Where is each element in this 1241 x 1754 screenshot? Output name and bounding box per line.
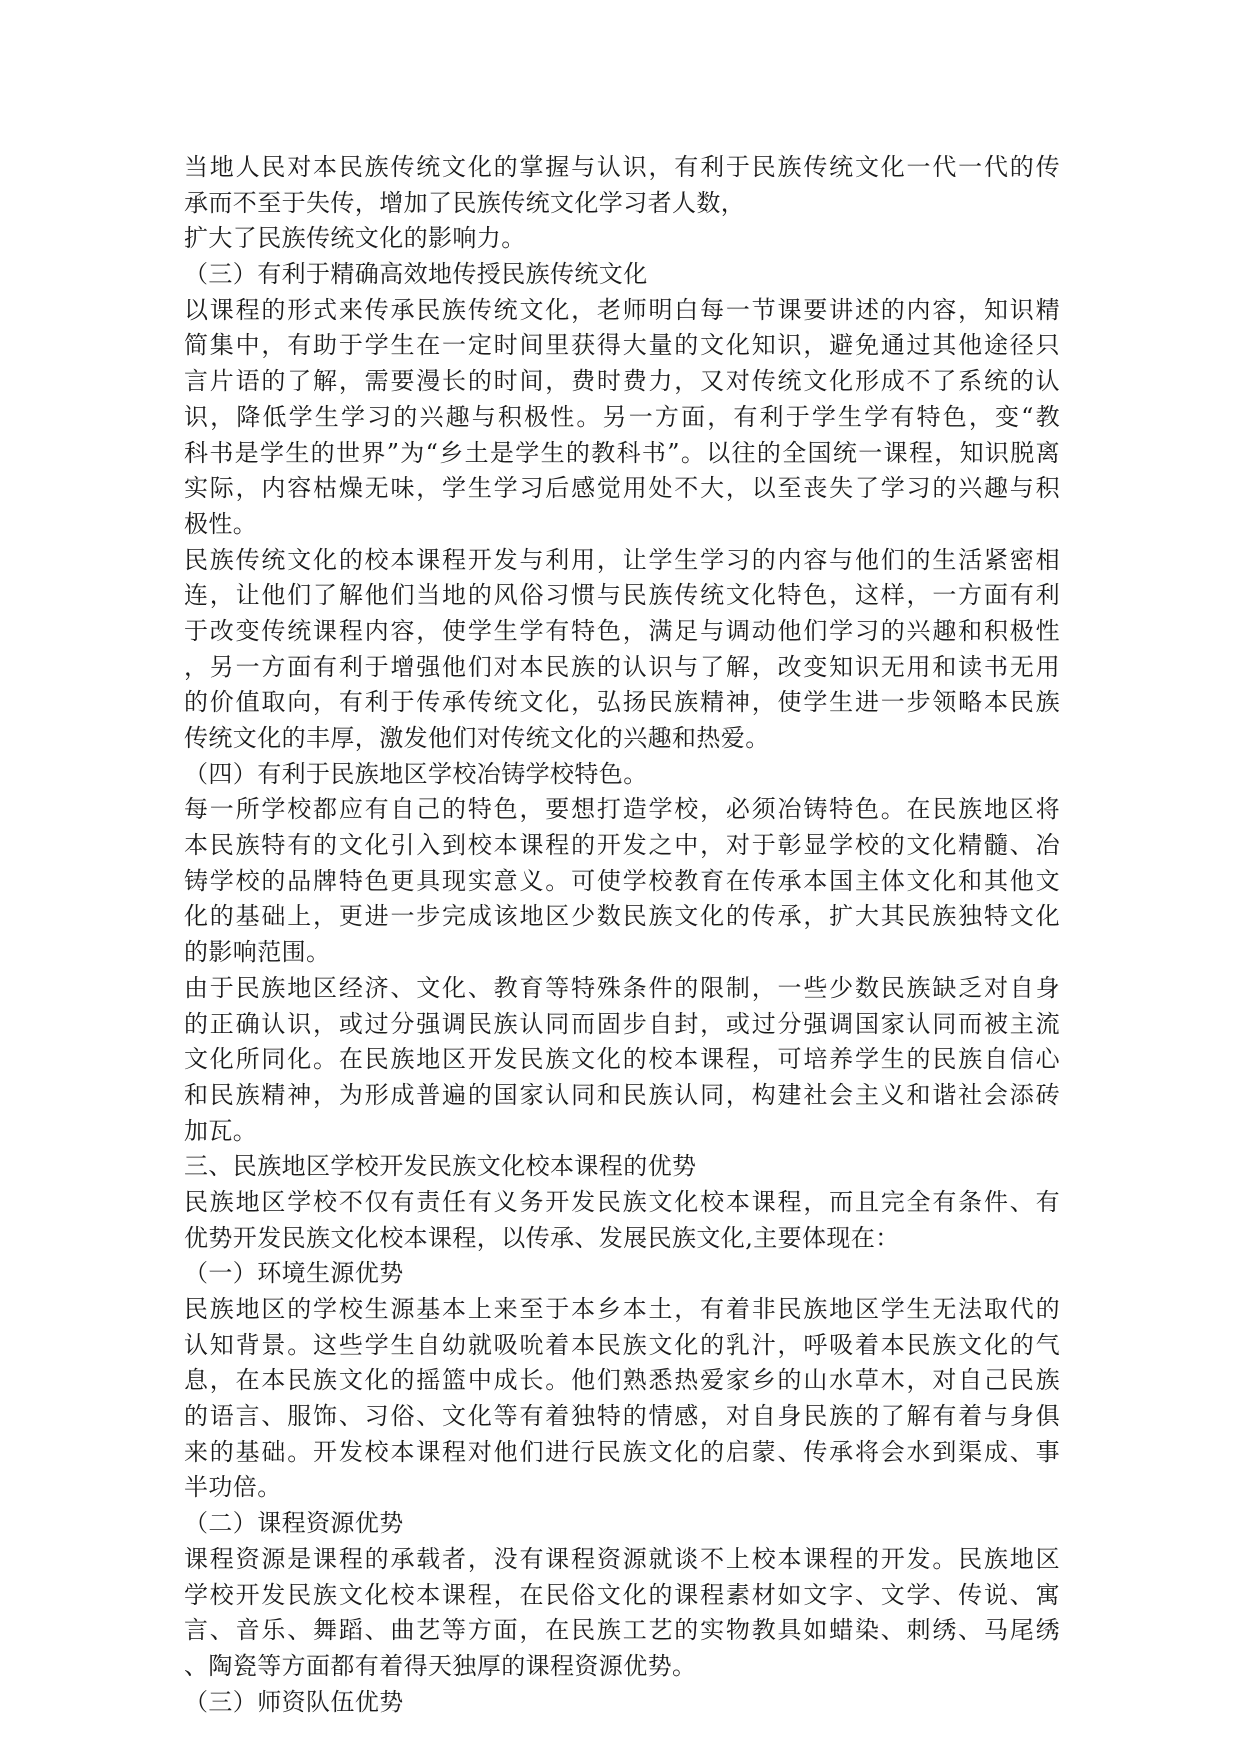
text-line: 和民族精神，为形成普遍的国家认同和民族认同，构建社会主义和谐社会添砖 [184, 1080, 1060, 1109]
text-line: 铸学校的品牌特色更具现实意义。可使学校教育在传承本国主体文化和其他文 [184, 866, 1060, 895]
text-line: 的正确认识，或过分强调民族认同而固步自封，或过分强调国家认同而被主流 [184, 1009, 1060, 1038]
text-line: 半功倍。 [184, 1473, 282, 1502]
text-line: ，另一方面有利于增强他们对本民族的认识与了解，改变知识无用和读书无用 [184, 652, 1060, 681]
text-line: 扩大了民族传统文化的影响力。 [184, 224, 526, 253]
text-line: （一）环境生源优势 [184, 1259, 404, 1288]
text-line: 课程资源是课程的承载者，没有课程资源就谈不上校本课程的开发。民族地区 [184, 1544, 1060, 1573]
text-line: 本民族特有的文化引入到校本课程的开发之中，对于彰显学校的文化精髓、冶 [184, 831, 1060, 860]
text-line: 民族地区学校不仅有责任有义务开发民族文化校本课程，而且完全有条件、有 [184, 1187, 1060, 1216]
text-line: 息，在本民族文化的摇篮中成长。他们熟悉热爱家乡的山水草木，对自己民族 [184, 1366, 1060, 1395]
text-line: 当地人民对本民族传统文化的掌握与认识，有利于民族传统文化一代一代的传 [184, 153, 1060, 181]
text-line: （三）师资队伍优势 [184, 1687, 404, 1716]
text-line: 的语言、服饰、习俗、文化等有着独特的情感，对自身民族的了解有着与身俱 [184, 1402, 1060, 1431]
text-line: 化的基础上，更进一步完成该地区少数民族文化的传承，扩大其民族独特文化 [184, 902, 1060, 931]
text-line: 民族地区的学校生源基本上来至于本乡本土，有着非民族地区学生无法取代的 [184, 1295, 1060, 1323]
text-line: （二）课程资源优势 [184, 1509, 404, 1538]
text-line: 极性。 [184, 509, 258, 538]
text-line: 以课程的形式来传承民族传统文化，老师明白每一节课要讲述的内容，知识精 [184, 295, 1060, 324]
text-line: 来的基础。开发校本课程对他们进行民族文化的启蒙、传承将会水到渠成、事 [184, 1437, 1060, 1466]
text-line: 认知背景。这些学生自幼就吸吮着本民族文化的乳汁，呼吸着本民族文化的气 [184, 1330, 1060, 1359]
text-line: 实际，内容枯燥无味，学生学习后感觉用处不大，以至丧失了学习的兴趣与积 [184, 474, 1060, 503]
text-line: 的影响范围。 [184, 938, 331, 967]
text-line: 承而不至于失传，增加了民族传统文化学习者人数， [184, 188, 746, 217]
text-line: 加瓦。 [184, 1116, 258, 1145]
text-line: 简集中，有助于学生在一定时间里获得大量的文化知识，避免通过其他途径只 [184, 331, 1060, 360]
text-line: 学校开发民族文化校本课程，在民俗文化的课程素材如文字、文学、传说、寓 [184, 1580, 1060, 1609]
text-line: 每一所学校都应有自己的特色，要想打造学校，必须冶铸特色。在民族地区将 [184, 795, 1060, 824]
text-line: 于改变传统课程内容，使学生学有特色，满足与调动他们学习的兴趣和积极性 [184, 616, 1060, 645]
text-line: 三、民族地区学校开发民族文化校本课程的优势 [184, 1152, 697, 1181]
text-line: （三）有利于精确高效地传授民族传统文化 [184, 260, 648, 289]
text-line: 、陶瓷等方面都有着得天独厚的课程资源优势。 [184, 1651, 697, 1680]
text-line: 科书是学生的世界”为“乡土是学生的教科书”。以往的全国统一课程，知识脱离 [184, 438, 1060, 467]
text-line: 由于民族地区经济、文化、教育等特殊条件的限制，一些少数民族缺乏对自身 [184, 973, 1060, 1002]
text-line: 文化所同化。在民族地区开发民族文化的校本课程，可培养学生的民族自信心 [184, 1045, 1060, 1074]
text-line: （四）有利于民族地区学校冶铸学校特色。 [184, 759, 648, 788]
text-line: 言、音乐、舞蹈、曲艺等方面，在民族工艺的实物教具如蜡染、刺绣、马尾绣 [184, 1616, 1060, 1645]
document-body [184, 150, 1060, 1720]
text-line: 优势开发民族文化校本课程，以传承、发展民族文化,主要体现在： [184, 1223, 900, 1252]
text-line: 传统文化的丰厚，激发他们对传统文化的兴趣和热爱。 [184, 724, 770, 752]
text-line: 连，让他们了解他们当地的风俗习惯与民族传统文化特色，这样，一方面有利 [184, 581, 1060, 610]
text-line: 识，降低学生学习的兴趣与积极性。另一方面，有利于学生学有特色，变“教 [184, 402, 1060, 431]
text-line: 民族传统文化的校本课程开发与利用，让学生学习的内容与他们的生活紧密相 [184, 545, 1060, 574]
text-line: 言片语的了解，需要漫长的时间，费时费力，又对传统文化形成不了系统的认 [184, 367, 1060, 396]
text-line: 的价值取向，有利于传承传统文化，弘扬民族精神，使学生进一步领略本民族 [184, 688, 1060, 717]
